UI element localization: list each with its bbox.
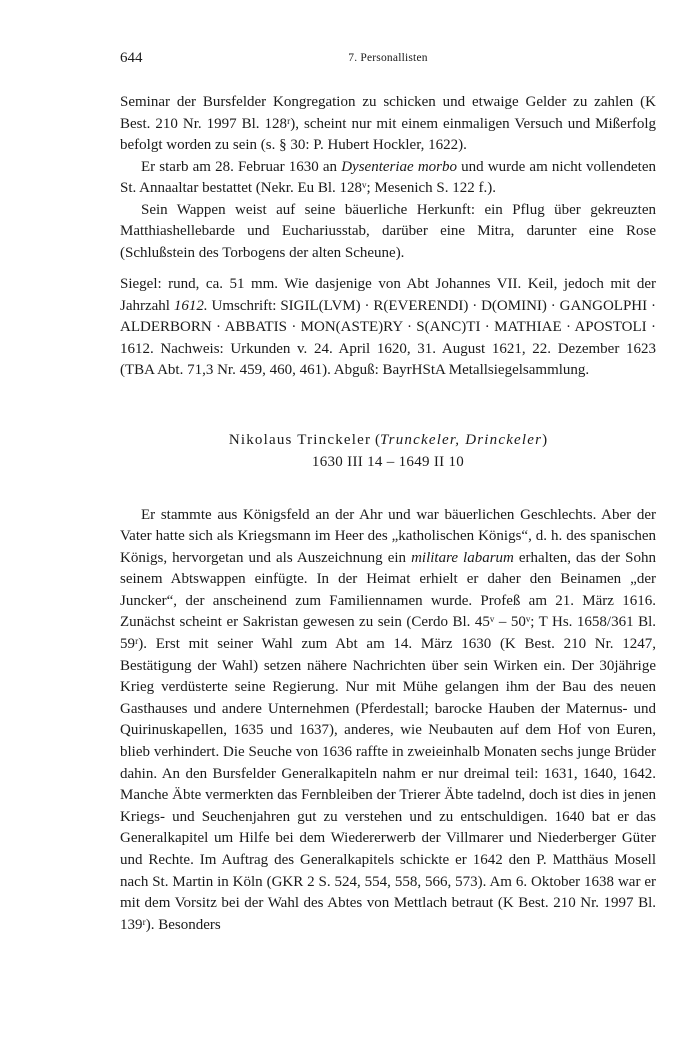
text-fragment: Siegel: rund, ca. 51 mm. Wie dasjenige von Abt Johannes VII. Keil, jedoch mit der Jahrzahl [120,276,656,314]
text-fragment: und wurde am nicht vollendeten St. Annaaltar bestattet (Nekr. Eu Bl. 128ᵛ; Mesenich S. 122 f.). [120,158,656,196]
entry-dates: 1630 III 14 – 1649 II 10 [311,453,465,470]
name-variants: Trunckeler, Drinckeler [379,431,543,448]
name-variants-open: ( [371,431,380,448]
paragraph-biography [120,505,656,937]
entry-heading [120,429,656,473]
entry-body [120,505,656,937]
entry-title [120,429,656,451]
continuation-text [120,92,656,264]
text-fragment: Er stammte aus Königsfeld an der Ahr und war bäuerlichen Geschlechts. Aber der Vater hatte sich als Kriegsmann im Heer des „katholischen Königs“, d. h. des spanischen Königs, hervorgetan und als Auszeichnung ein [120,506,656,566]
seal-year: 1612. [173,297,208,314]
paragraph-seminar: Seminar der Bursfelder Kongregation zu schicken und etwaige Gelder zu zahlen (K Best. 210 Nr. 1997 Bl. 128ʳ), scheint nur mit einem einmaligen Versuch und Mißerfolg befolgt worden zu sein (s. § 30: P. Hubert Hockler, 1622). [120,94,656,153]
name-variants-close: ) [542,431,548,448]
book-page [120,50,656,936]
paragraph-seal [120,274,656,382]
seal-description [120,274,656,382]
text-fragment: erhalten, das der Sohn seinem Abtswappen einfügte. In der Heimat erhielt er daher den Beinamen „der Juncker“, der anscheinend zum Familiennamen wurde. Profeß am 21. März 1616. Zunächst scheint er Sakristan gewesen zu sein (Cerdo Bl. 45ᵛ – 50ᵛ; T Hs. 1658/361 Bl. 59ʳ). Erst mit seiner Wahl zum Abt am 14. März 1630 (K Best. 210 Nr. 1247, Bestätigung der Wahl) setzen nähere Nachrichten über sein Wirken ein. Der 30jährige Krieg verdüsterte seine Regierung. Nur mit Mühe gelangen ihm der Bau des neuen Gasthauses und andere Unternehmen (Pferdestall; barocke Hauben der Maternus- und Quirinuskapellen, 1635 und 1637), anderes, wie Neubauten auf dem Hof von Euren, blieb verhindert. Die Seuche von 1636 raffte in zweieinhalb Monaten sechs junge Brüder dahin. An den Bursfelder Generalkapiteln nahm er nur dreimal teil: 1631, 1640, 1642. Manche Äbte vermerkten das Fernbleiben der Trierer Äbte tadelnd, doch ist dies in jenen Kriegs- und Seuchenjahren gut zu verstehen und zu entschuldigen. 1640 bat er das Generalkapitel um Hilfe bei dem Wiedererwerb der Villmarer und Niederberger Güter und Rechte. Im Auftrag des Generalkapitels schickte er 1642 den P. Matthäus Mosell nach St. Martin in Köln (GKR 2 S. 524, 554, 558, 566, 573). Am 6. Oktober 1638 war er mit dem Vorsitz bei der Wahl des Abtes von Mettlach betraut (K Best. 210 Nr. 1997 Bl. 139ʳ). Besonders [120,549,657,933]
running-head [120,50,656,74]
abbot-name: Nikolaus Trinckeler [228,431,372,448]
page-number: 644 [120,50,143,66]
text-fragment: Umschrift: SIGIL(LVM) · R(EVERENDI) · D(OMINI) · GANGOLPHI · ALDERBORN · ABBATIS · MON(ASTE)RY · S(ANC)TI · MATHIAE · APOSTOLI · 1612. Nachweis: Urkunden v. 24. April 1620, 31. August 1621, 22. Dezember 1623 (TBA Abt. 71,3 Nr. 459, 460, 461). Abguß: BayrHStA Metallsiegelsammlung. [120,297,656,378]
paragraph-death [120,157,656,200]
paragraph-coat-of-arms: Sein Wappen weist auf seine bäuerliche Herkunft: ein Pflug über gekreuzten Matthiashellebarde und Euchariusstab, darüber eine Mitra, darunter eine Rose (Schlußstein des Torbogens der alten Scheune). [120,201,656,261]
latin-term: militare labarum [411,549,514,566]
section-title: 7. Personallisten [348,52,428,64]
text-fragment: Er starb am 28. Februar 1630 an [141,158,342,175]
latin-term: Dysenteriae morbo [341,158,457,175]
